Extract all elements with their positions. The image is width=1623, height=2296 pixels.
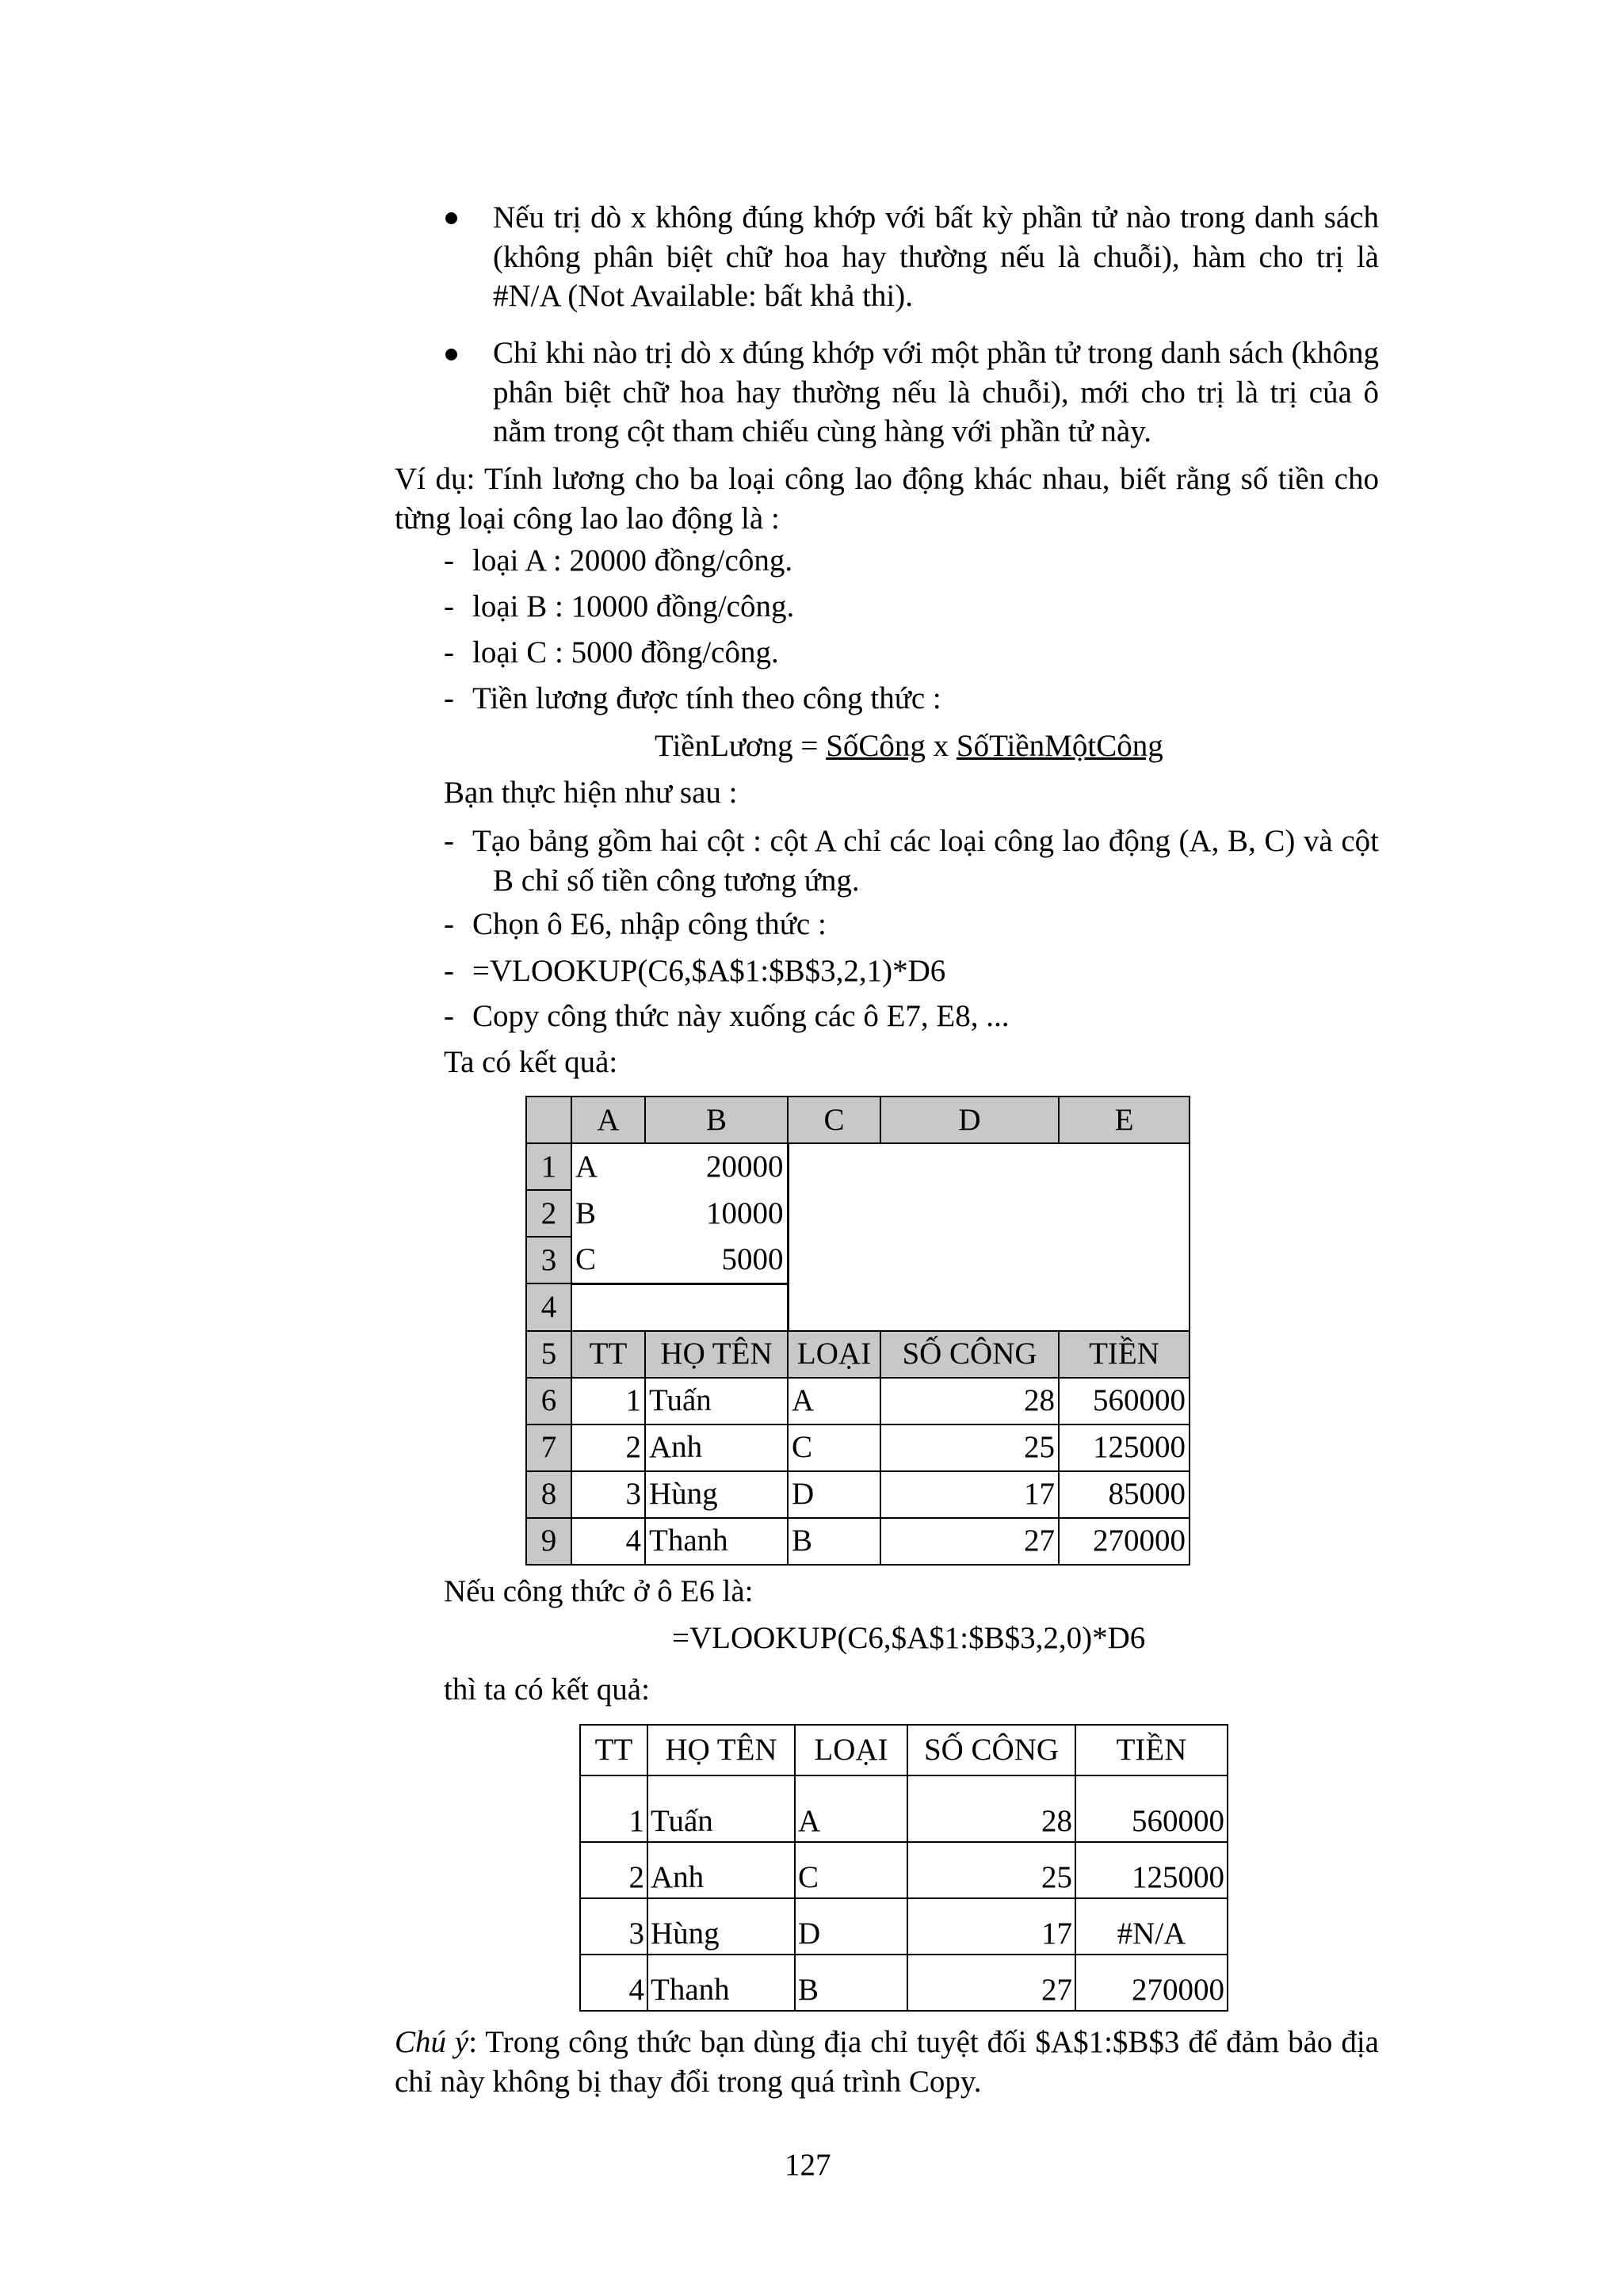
cell-amount: 125000 xyxy=(1059,1425,1190,1471)
formula-term: SốCông xyxy=(826,729,926,763)
bullet-paragraph: Nếu trị dò x không đúng khớp với bất kỳ phần tử nào trong danh sách (không phân biệt chữ hoa hay thường nếu là chuỗi), hàm cho trị là #N/A (Not Available: bất khả thi). xyxy=(493,200,1379,314)
header-row xyxy=(526,1331,1190,1378)
lookup-key: A xyxy=(571,1143,645,1190)
table-row xyxy=(580,1955,1228,2011)
header-cell: TT xyxy=(571,1331,645,1378)
column-header: C xyxy=(788,1097,880,1143)
dash-marker: - xyxy=(444,954,454,988)
header-cell: TIỀN xyxy=(1059,1331,1190,1378)
dash-marker: - xyxy=(444,681,454,715)
cell-name: Tuấn xyxy=(647,1775,795,1842)
cell-amount: 125000 xyxy=(1075,1842,1228,1898)
table-row xyxy=(526,1471,1190,1518)
lookup-value: 5000 xyxy=(645,1237,788,1283)
cell-name: Tuấn xyxy=(645,1378,788,1425)
header-cell: SỐ CÔNG xyxy=(880,1331,1059,1378)
rate-item xyxy=(444,587,1379,627)
step-item xyxy=(444,997,1379,1036)
cell-tt: 1 xyxy=(580,1775,647,1842)
empty-area xyxy=(788,1143,1190,1331)
cell-tt: 3 xyxy=(571,1471,645,1518)
dash-marker: - xyxy=(444,907,454,941)
dash-marker: - xyxy=(444,999,454,1033)
rate-item xyxy=(444,679,1379,719)
dash-marker: - xyxy=(444,543,454,578)
alt-formula: =VLOOKUP(C6,$A$1:$B$3,2,0)*D6 xyxy=(672,1621,1146,1655)
result-table xyxy=(579,1724,1228,2012)
step-text: =VLOOKUP(C6,$A$1:$B$3,2,1)*D6 xyxy=(472,954,946,988)
alt-intro: Nếu công thức ở ô E6 là: xyxy=(444,1574,754,1608)
cell-days: 17 xyxy=(880,1471,1059,1518)
rate-text: loại C : 5000 đồng/công. xyxy=(472,635,779,669)
header-cell: HỌ TÊN xyxy=(647,1725,795,1775)
table-row xyxy=(526,1378,1190,1425)
cell-amount: #N/A xyxy=(1075,1898,1228,1955)
lookup-key: B xyxy=(571,1190,645,1237)
cell-name: Hùng xyxy=(645,1471,788,1518)
cell-tt: 3 xyxy=(580,1898,647,1955)
example-paragraph: Ví dụ: Tính lương cho ba loại công lao động khác nhau, biết rằng số tiền cho từng loại công lao lao động là : xyxy=(395,462,1379,536)
table-row xyxy=(526,1425,1190,1471)
cell-tt: 2 xyxy=(580,1842,647,1898)
step-item xyxy=(444,952,1379,991)
table-row xyxy=(580,1775,1228,1842)
row-number: 5 xyxy=(526,1331,571,1378)
note-paragraph xyxy=(395,2023,1379,2101)
step-text: Copy công thức này xuống các ô E7, E8, ... xyxy=(472,999,1010,1033)
header-cell: TIỀN xyxy=(1075,1725,1228,1775)
cell-type: D xyxy=(795,1898,907,1955)
cell-amount: 560000 xyxy=(1075,1775,1228,1842)
step-item xyxy=(444,905,1379,944)
row-number: 1 xyxy=(526,1143,571,1190)
cell-type: C xyxy=(795,1842,907,1898)
table-row xyxy=(580,1898,1228,1955)
rate-text: loại B : 10000 đồng/công. xyxy=(472,589,795,624)
column-header: D xyxy=(880,1097,1059,1143)
row-number: 7 xyxy=(526,1425,571,1471)
column-header-row xyxy=(526,1097,1190,1143)
header-cell: HỌ TÊN xyxy=(645,1331,788,1378)
header-cell: TT xyxy=(580,1725,647,1775)
row-number: 8 xyxy=(526,1471,571,1518)
cell-type: A xyxy=(795,1775,907,1842)
note-text: : Trong công thức bạn dùng địa chỉ tuyệt đối $A$1:$B$3 để đảm bảo địa chỉ này không bị thay đổi trong quá trình Copy. xyxy=(395,2025,1379,2099)
header-row xyxy=(580,1725,1228,1775)
note-label: Chú ý xyxy=(395,2025,469,2059)
corner-cell xyxy=(526,1097,571,1143)
rate-item xyxy=(444,633,1379,673)
column-header: B xyxy=(645,1097,788,1143)
column-header: E xyxy=(1059,1097,1190,1143)
row-number: 9 xyxy=(526,1518,571,1565)
dash-marker: - xyxy=(444,824,454,858)
header-cell: LOẠI xyxy=(795,1725,907,1775)
salary-formula xyxy=(655,727,1163,766)
row-number: 3 xyxy=(526,1237,571,1283)
cell-name: Hùng xyxy=(647,1898,795,1955)
lookup-key: C xyxy=(571,1237,645,1283)
cell-days: 28 xyxy=(907,1775,1075,1842)
rate-text: loại A : 20000 đồng/công. xyxy=(472,543,793,578)
cell-days: 25 xyxy=(907,1842,1075,1898)
table-row xyxy=(526,1518,1190,1565)
cell-amount: 270000 xyxy=(1059,1518,1190,1565)
cell-type: B xyxy=(788,1518,880,1565)
cell-amount: 270000 xyxy=(1075,1955,1228,2011)
cell-tt: 4 xyxy=(580,1955,647,2011)
cell-days: 27 xyxy=(907,1955,1075,2011)
cell-days: 28 xyxy=(880,1378,1059,1425)
step-item xyxy=(444,822,1379,900)
cell-tt: 2 xyxy=(571,1425,645,1471)
row-number: 6 xyxy=(526,1378,571,1425)
cell-tt: 4 xyxy=(571,1518,645,1565)
cell-amount: 560000 xyxy=(1059,1378,1190,1425)
step-text: Chọn ô E6, nhập công thức : xyxy=(472,907,827,941)
formula-term: SốTiềnMộtCông xyxy=(956,729,1163,763)
step-text: Tạo bảng gồm hai cột : cột A chỉ các loại công lao động (A, B, C) và cột B chỉ số tiền công tương ứng. xyxy=(472,824,1379,898)
cell-type: A xyxy=(788,1378,880,1425)
lookup-value: 20000 xyxy=(645,1143,788,1190)
empty-cell xyxy=(571,1283,788,1331)
column-header: A xyxy=(571,1097,645,1143)
cell-days: 27 xyxy=(880,1518,1059,1565)
formula-operator: x xyxy=(925,729,957,763)
cell-days: 17 xyxy=(907,1898,1075,1955)
dash-marker: - xyxy=(444,589,454,624)
cell-type: D xyxy=(788,1471,880,1518)
bullet-dot xyxy=(445,212,457,224)
header-cell: SỐ CÔNG xyxy=(907,1725,1075,1775)
cell-tt: 1 xyxy=(571,1378,645,1425)
result-intro: Ta có kết quả: xyxy=(444,1045,618,1079)
cell-name: Thanh xyxy=(647,1955,795,2011)
cell-name: Thanh xyxy=(645,1518,788,1565)
page-number: 127 xyxy=(785,2148,831,2182)
lookup-value: 10000 xyxy=(645,1190,788,1237)
table-row xyxy=(526,1143,1190,1190)
bullet-paragraph: Chỉ khi nào trị dò x đúng khớp với một phần tử trong danh sách (không phân biệt chữ hoa hay thường nếu là chuỗi), mới cho trị là trị của ô nằm trong cột tham chiếu cùng hàng với phần tử này. xyxy=(493,336,1379,449)
dash-marker: - xyxy=(444,635,454,669)
rate-text: Tiền lương được tính theo công thức : xyxy=(472,681,941,715)
formula-lhs: TiềnLương = xyxy=(655,729,827,763)
steps-intro: Bạn thực hiện như sau : xyxy=(444,776,738,810)
row-number: 4 xyxy=(526,1283,571,1331)
table-row xyxy=(580,1842,1228,1898)
spreadsheet-table xyxy=(525,1096,1190,1566)
cell-name: Anh xyxy=(647,1842,795,1898)
rate-item xyxy=(444,541,1379,581)
bullet-dot xyxy=(445,349,457,360)
cell-days: 25 xyxy=(880,1425,1059,1471)
cell-type: B xyxy=(795,1955,907,2011)
cell-amount: 85000 xyxy=(1059,1471,1190,1518)
header-cell: LOẠI xyxy=(788,1331,880,1378)
alt-result-intro: thì ta có kết quả: xyxy=(444,1672,650,1707)
cell-name: Anh xyxy=(645,1425,788,1471)
cell-type: C xyxy=(788,1425,880,1471)
row-number: 2 xyxy=(526,1190,571,1237)
